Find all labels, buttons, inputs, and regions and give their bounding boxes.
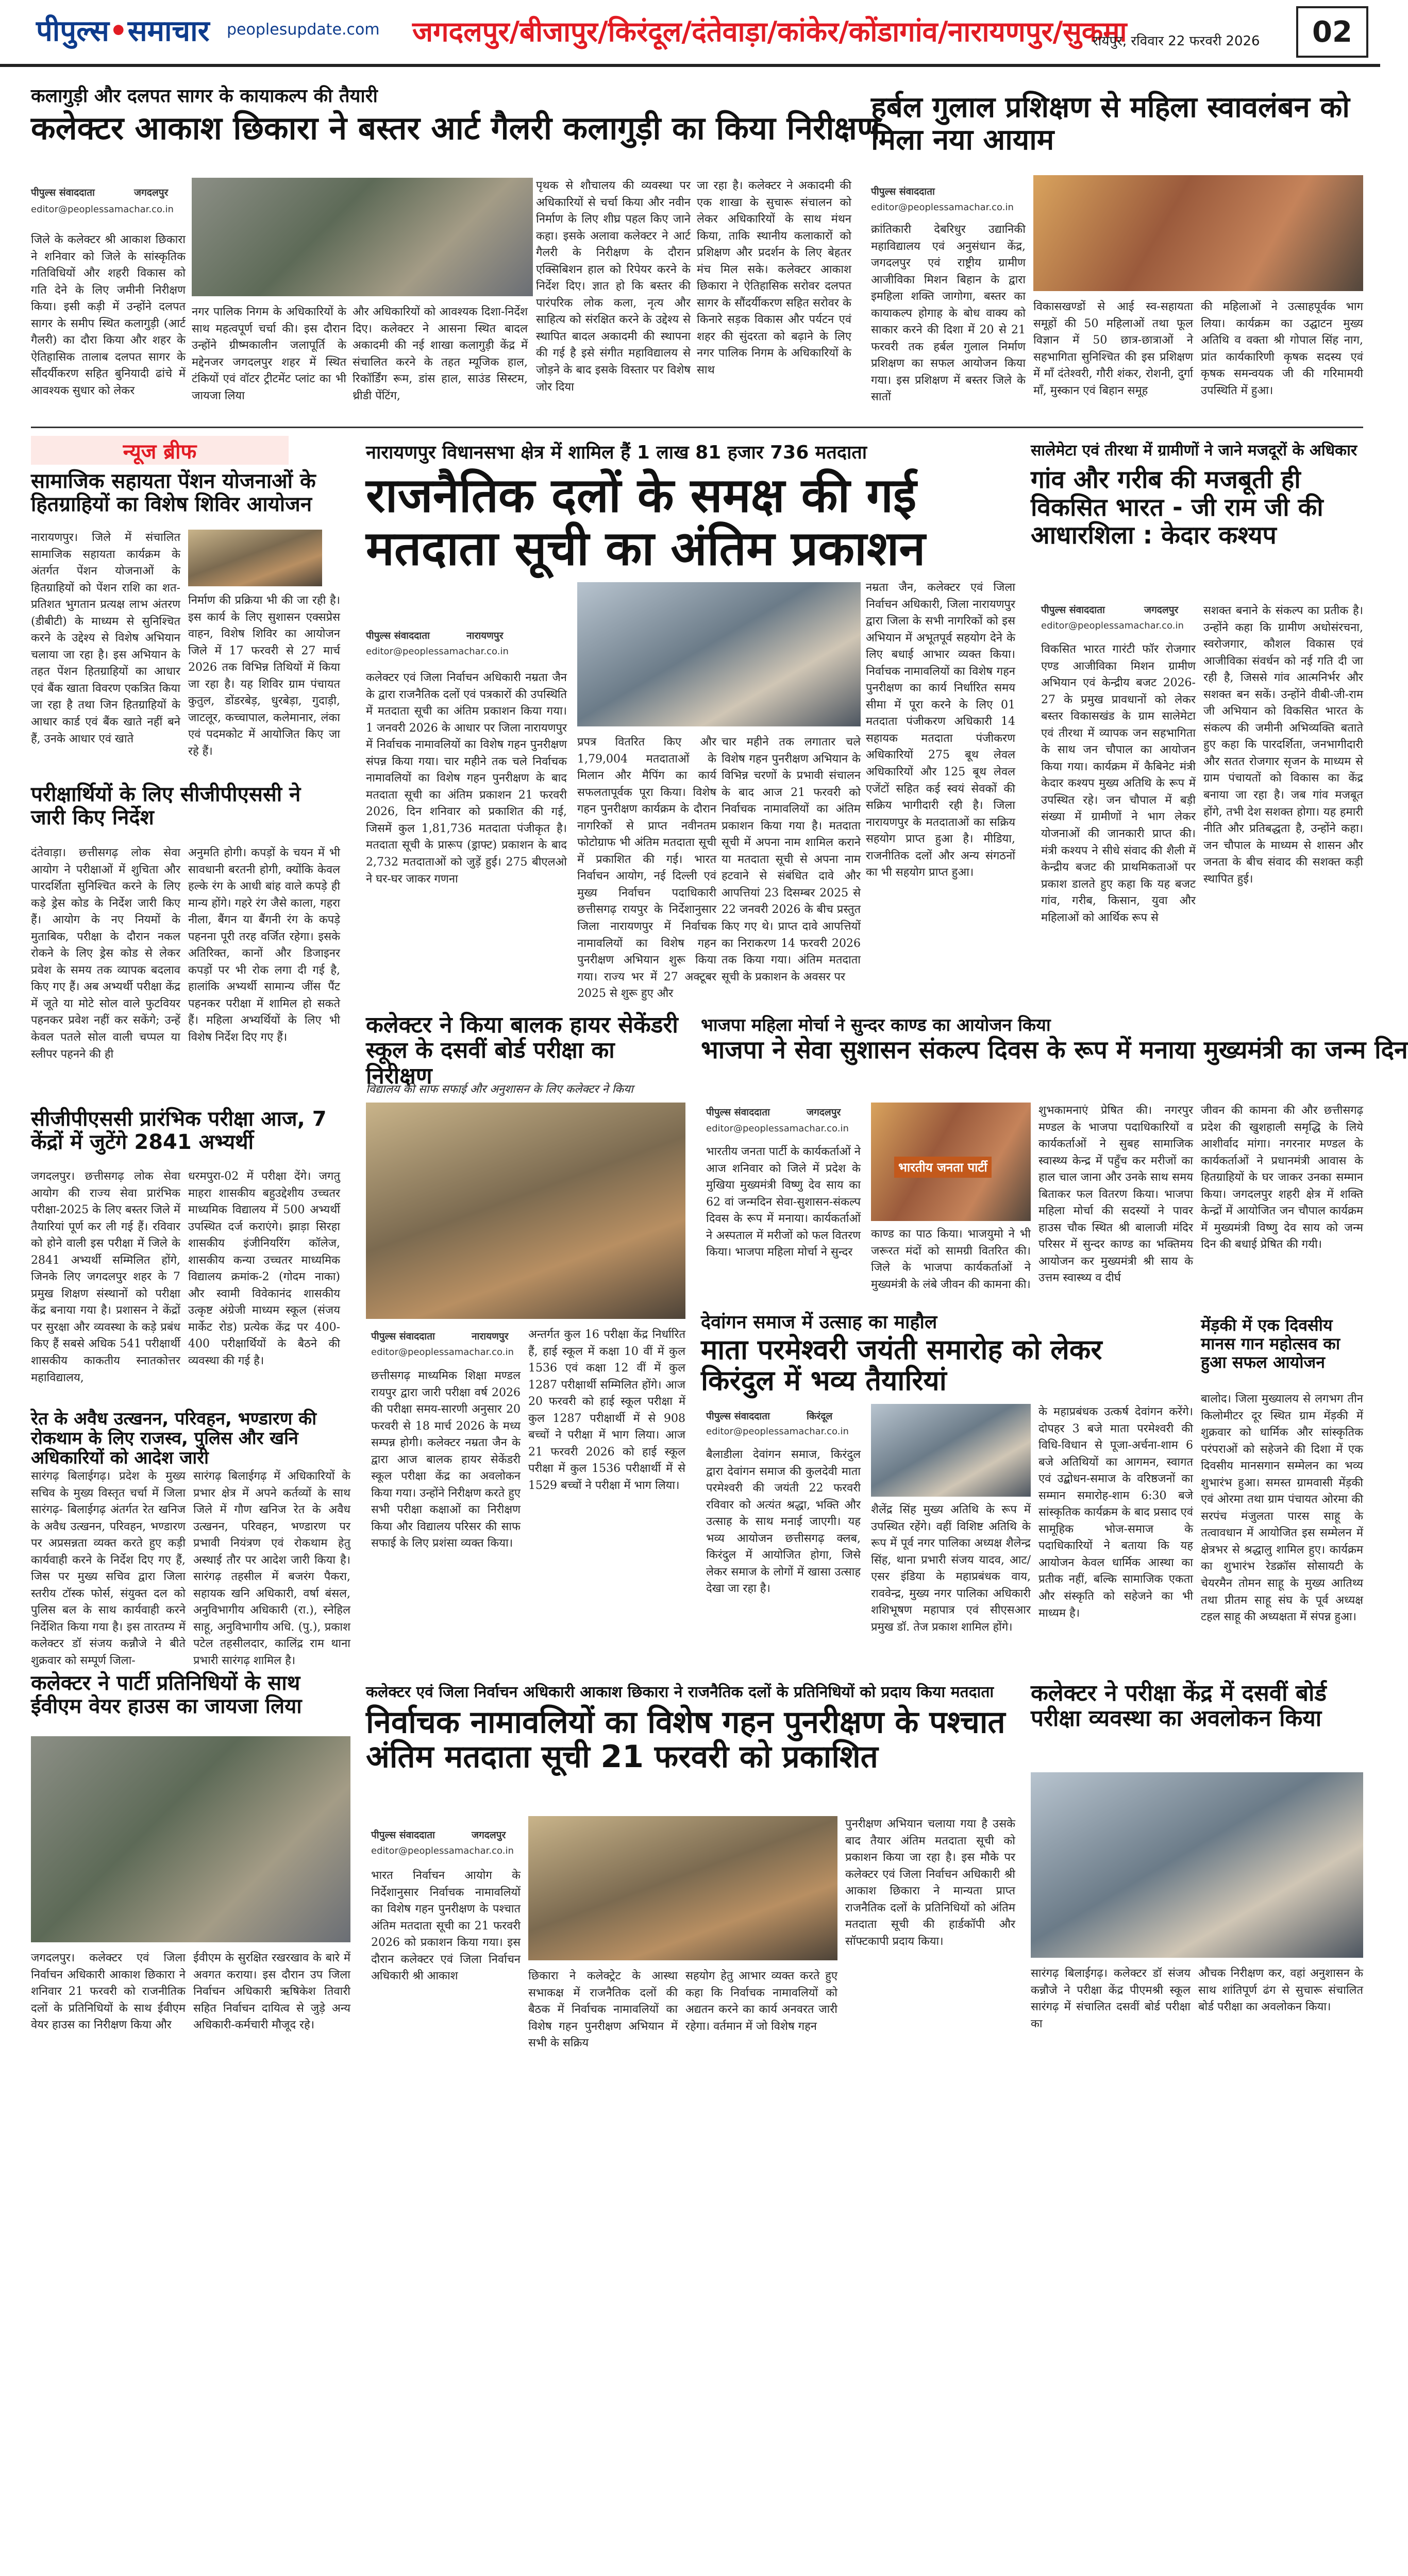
a1-kicker: कलागुड़ी और दलपत सागर के कायाकल्प की तैयारी [31,86,378,107]
bjp-event-photo [871,1103,1031,1221]
district-list: जगदलपुर/बीजापुर/किरंदूल/दंतेवाड़ा/कांकेर/कोंडागांव/नारायणपुर/सुकमा [412,15,1127,48]
a7-paragraph: सशक्त बनाने के संकल्प का प्रतीक है। उन्होंने कहा कि ग्रामीण अधोसंरचना, स्वरोजगार, कौशल विकास एवं आजीविका संवर्धन को नई गति दी जा रही है, जिससे गांव आत्मनिर्भर और सशक्त बन सकें। उन्होंने वीबी-जी-राम जी अभियान को विकसित भारत के संकल्प की जमीनी अभिव्यक्ति बताते हुए कहा कि पारदर्शिता, जनभागीदारी और सतत रोजगार सृजन के माध्यम से ग्राम पंचायतों को विकास का केंद्र बनाया जा रहा है। जब गांव मजबूत होंगे, तभी देश सशक्त होगा। यह हमारी नीति और प्रतिबद्धता है, उन्होंने कहा। जन चौपाल के माध्यम से शासन और जनता के बीच संवाद की सशक्त कड़ी स्थापित हुई। [1203,604,1363,886]
a15-headline[interactable]: कलेक्टर ने परीक्षा केंद्र में दसवीं बोर्ड परीक्षा व्यवस्था का अवलोकन किया [1031,1680,1327,1732]
devangan-samaj-photo [871,1404,1031,1497]
byline-desk: पीपुल्स संवाददाता [706,1411,770,1422]
a12-headline[interactable]: रेत के अवैध उत्खनन, परिवहन, भण्डारण की रोकथाम के लिए राजस्व, पुलिस और खनि अधिकारियों को आदेश जारी [31,1409,317,1469]
a12-paragraph: सारंगढ़ बिलाईगढ़। प्रदेश के मुख्य सचिव के मुख्य विस्तृत चर्चा में जिला सारंगढ़- बिलाईगढ़ अंतर्गत रेत खनिज के अवैध उत्खनन, परिवहन, भण्डारण पर अप्रसन्नता व्यक्त करते हुए कड़ी कार्यवाही करने के निर्देश दिए गए हैं, जिस पर मुख्य सचिव द्वारा जिला स्तरीय टॉस्क फोर्स, संयुक्त दल को पुलिस बल के साथ कार्यवाही करने निर्देशित किया गया है। इस तारतम्य में कलेक्टर डॉ संजय कन्नौजे ने बीते शुक्रवार को सम्पूर्ण जिला- [31,1470,186,1668]
a10-kicker: देवांगन समाज में उत्साह का माहौल [701,1312,937,1333]
byline-email[interactable]: editor@peoplessamachar.co.in [371,1347,514,1358]
a5-paragraph: धरमपुरा-02 में परीक्षा देंगे। जगतु माहरा शासकीय बहुउद्देशीय उच्चतर माध्यमिक विद्यालय में 500 अभ्यर्थी उपस्थित दर्ज कराएंगे। झाड़ा सिरहा शासकीय इंजीनियरिंग कॉलेज, शासकीय कन्या उच्चतर माध्यमिक विद्यालय क्रमांक-2 (गोदम नाका) और स्वामी विवेकानंद शासकीय उत्कृष्ट अंग्रेजी माध्यम स्कूल (संजय मार्केट रोड) प्रत्येक केंद्र पर 400-400 परीक्षार्थियों के बैठने की व्यवस्था की गई है। [188,1170,340,1368]
issue-date: रायपुर, रविवार 22 फरवरी 2026 [1093,33,1260,49]
byline-email[interactable]: editor@peoplessamachar.co.in [371,1845,514,1856]
a9-paragraph: काण्ड का पाठ किया। भाजयुमो ने भी जरूरत मंदों को सामग्री वितरित की। जिले के भाजपा कार्यकर्ताओं ने मुख्यमंत्री के लंबे जीवन की कामना की। [871,1228,1031,1291]
a3-paragraph: निर्माण की प्रक्रिया भी की जा रही है। इस कार्य के लिए सुशासन एक्सप्रेस वाहन, विशेष शिविर का आयोजन जिले में 17 फरवरी से 27 मार्च 2026 तक विभिन्न तिथियों में किया जा रहा है। यह शिविर ग्राम पंचायत कुतुल, डोंडरबेड़, धुरबेड़ा, गुदाड़ी, जाटलूर, कच्चापाल, कलेमानार, लंका एवं पदमकोट में आयोजित किए जा रहे हैं। [188,594,340,758]
a15-paragraph: सारंगढ़ बिलाईगढ़। कलेक्टर डॉ संजय कन्नौजे ने परीक्षा केंद्र पीएमश्री स्कूल सारंगढ़ में संचालित दसवीं बोर्ड परीक्षा का [1031,1967,1191,2030]
news-brief-label: न्यूज ब्रीफ [31,436,289,465]
a7-paragraph: विकसित भारत गारंटी फॉर रोजगार एण्ड आजीविका मिशन ग्रामीण अभियान एवं केन्द्रीय बजट 2026-27 के प्रमुख प्रावधानों को लेकर बस्तर विकासखंड के ग्राम सालेमेटा एवं तीरथा में व्यापक जन सहभागिता के साथ जन चौपाल का आयोजन किया गया। कार्यक्रम में कैबिनेट मंत्री केदार कश्यप मुख्य अतिथि के रूप में उपस्थित रहे। जन चौपाल में बड़ी संख्या में ग्रामीणों ने भाग लेकर योजनाओं की जानकारी प्राप्त की। मंत्री कश्यप ने सीधे संवाद की शैली में केन्द्रीय बजट की प्राथमिकताओं पर प्रकाश डालते हुए कहा कि यह बजट गांव, गरीब, किसान, युवा और महिलाओं को आर्थिक रूप से [1041,643,1196,924]
byline-desk: पीपुल्स संवाददाता [706,1107,770,1118]
a8-headline[interactable]: कलेक्टर ने किया बालक हायर सेकेंडरी स्कूल के दसवीं बोर्ड परीक्षा का निरीक्षण [366,1012,678,1089]
byline-email[interactable]: editor@peoplessamachar.co.in [706,1123,849,1134]
a6-paragraph: कलेक्टर एवं जिला निर्वाचन अधिकारी नम्रता जैन के द्वारा राजनैतिक दलों एवं पत्रकारों की उपस्थिति में मतदाता सूची का अंतिम प्रकाशन किया गया। 1 जनवरी 2026 के आधार पर जिला नारायणपुर में निर्वाचक नामावलियों का विशेष गहन पुनरीक्षण संपन्न किया गया। चार महीने तक चले निर्वाचक नामावलियों का विशेष गहन पुनरीक्षण के बाद मतदाता सूची का अंतिम प्रकाशन 21 फरवरी 2026, दिन शनिवार को प्रकाशित की गई, जिसमें कुल 1,81,736 मतदाता पंजीकृत है। मतदाता सूची के प्रारूप (ड्राफ्ट) प्रकाशन के बाद 2,732 मतदाताओं को जुड़ें हुई। 275 बीएलओ ने घर-घर जाकर गणना [366,671,567,886]
byline-city: किरंदूल [807,1411,833,1422]
board-exam-inspection-photo [1031,1772,1363,1958]
byline-city: नारायणपुर [472,1331,509,1342]
a9-headline[interactable]: भाजपा ने सेवा सुशासन संकल्प दिवस के रूप में मनाया मुख्यमंत्री का जन्म दिन [701,1036,1408,1064]
a2-paragraph: क्रांतिकारी देबरिधुर उद्यानिकी महाविद्यालय एवं अनुसंधान केंद्र, जगदलपुर एवं राष्ट्रीय ग्रामीण आजीविका मिशन बिहान के द्वारा इमहिला शक्ति जागोगा, बस्तर का कायाकल्प होगाह के बोध वाक्य को साकार करने की दिशा में 20 से 21 फरवरी तक हर्बल गुलाल निर्माण प्रशिक्षण का सफल आयोजन किया गया। इस प्रशिक्षण में बस्तर जिले के सातों [871,223,1026,404]
byline-city: नारायणपुर [466,630,504,641]
a10-paragraph: शैलेंद्र सिंह मुख्य अतिथि के रूप में उपस्थित रहेंगे। वहीं विशिष्ट अतिथि के रूप में पूर्व नगर पालिका अध्यक्ष शैलेन्द्र सिंह, थाना प्रभारी संजय यादव, आट/एसर इंडिया के महाप्रबंधक वाय, राववेन्द्र, मुख्य नगर पालिका अधिकारी शशिभूषण महापात्र एवं सीएसआर प्रमुख डॉ. तेज प्रकाश शामिल होंगे। [871,1503,1031,1634]
byline-city: जगदलपुर [134,187,169,198]
voter-list-handover-photo [528,1816,837,1960]
a15-paragraph: औचक निरीक्षण कर, वहां अनुशासन के साथ शांतिपूर्ण ढंग से सुचारू संचालित बोर्ड परीक्षा का अवलोकन किया। [1198,1967,1363,2014]
byline-email[interactable]: editor@peoplessamachar.co.in [1041,620,1184,631]
a9-paragraph: शुभकामनाएं प्रेषित की। नगरपुर मण्डल के भाजपा पदाधिकारियों व कार्यकर्ताओं ने सुबह सामाजिक स्वास्थ्य केन्द्र में पहुँच कर मरीजों का हाल चाल जाना और उनके साथ समय बिताकर फल वितरण किया। भाजपा महिला मोर्चा की सदस्यों ने पावर हाउस चौक स्थित श्री बालाजी मंदिर परिसर में सुन्दर काण्ड का भक्तिमय आयोजन कर मुख्यमंत्री श्री साय के उत्तम स्वास्थ्य व दीर्घ [1038,1104,1193,1285]
a1-paragraph: जिले के कलेक्टर श्री आकाश छिकारा ने शनिवार को जिले के सांस्कृतिक गतिविधियों और शहरी विकास को गति देने के लिए जमीनी निरीक्षण किया। इसी कड़ी में उन्होंने दलपत सागर के समीप स्थित कलागुड़ी (आर्ट गैलरी) का दौरा किया और शहर के ऐतिहासिक तालाब दलपत सागर के सौंदर्यीकरण सहित बुनियादी ढांचे में आवश्यक सुधार को लेकर [31,233,186,397]
bjp-banner-text: भारतीय जनता पार्टी [894,1157,992,1178]
a13-headline[interactable]: कलेक्टर ने पार्टी प्रतिनिधियों के साथ ईवीएम वेयर हाउस का जायजा लिया [31,1671,302,1718]
a5-paragraph: जगदलपुर। छत्तीसगढ़ लोक सेवा आयोग की राज्य सेवा प्रारंभिक परीक्षा-2025 के लिए बस्तर जिले में तैयारियां पूर्ण कर ली गई हैं। रविवार को होने वाली इस परीक्षा में जिले के 2841 अभ्यर्थी सम्मिलित होंगे, जिनके लिए जगदलपुर शहर के 7 प्रमुख शिक्षण संस्थानों को परीक्षा केंद्र बनाया गया है। प्रशासन ने केंद्रों पर सुरक्षा और व्यवस्था के कड़े प्रबंध किए हैं सबसे अधिक 541 परीक्षार्थी शासकीय काकतीय स्नातकोत्तर महाविद्यालय, [31,1170,180,1384]
a11-paragraph: बालोद। जिला मुख्यालय से लगभग तीन किलोमीटर दूर स्थित ग्राम मेंड़की में शुक्रवार को धार्मिक और सांस्कृतिक परंपराओं को सहेजने की दिशा में एक दिवसीय मानसगान सम्मेलन का भव्य शुभारंभ हुआ। समस्त ग्रामवासी मेंड़की एवं ओरमा तथा ग्राम पंचायत ओरमा की सरपंच मंजुलता पारस साहू के तत्वावधान में आयोजित इस सम्मेलन में क्षेत्रभर से श्रद्धालु शामिल हुए। कार्यक्रम का शुभारंभ रेडक्रॉस सोसायटी के चेयरमैन तोमन साहू के मुख्य आतिथ्य तथा प्रीतम साहू संघ के पूर्व अध्यक्ष टहल साहू की अध्यक्षता में संपन्न हुआ। [1201,1393,1363,1624]
a1-paragraph: नगर पालिक निगम के अधिकारियों के साथ महत्वपूर्ण चर्चा की। इस दौरान उन्होंने ग्रीष्मकालीन जलापूर्ति के मद्देनजर जगदलपुर शहर में स्थित टंकियों एवं वॉटर ट्रीटमेंट प्लांट का भी जायजा लिया [192,306,346,402]
byline-desk: पीपुल्स संवाददाता [371,1829,435,1841]
a14-paragraph: भारत निर्वाचन आयोग के निर्देशानुसार निर्वाचक नामावलियों का विशेष गहन पुनरीक्षण के पश्चात अंतिम मतदाता सूची का 21 फरवरी 2026 को प्रकाशन किया गया। इस दौरान कलेक्टर एवं जिला निर्वाचन अधिकारी श्री आकाश [371,1869,521,1983]
section-divider [31,427,1363,428]
byline-desk: पीपुल्स संवाददाता [31,187,95,198]
byline-email[interactable]: editor@peoplessamachar.co.in [706,1426,849,1437]
a2-paragraph: विकासखण्डों से आई स्व-सहायता समूहों की 50 महिलाओं तथा फूल विज्ञान में 50 छात्र-छात्राओं ने सहभागिता सुनिश्चित की इस प्रशिक्षण में माँ दंतेश्वरी, गौरी शंकर, रोशनी, दुर्गा माँ, मुस्कान एवं बिहान समूह [1033,300,1193,397]
byline-email[interactable]: editor@peoplessamachar.co.in [31,204,174,215]
a1-paragraph: जा रहा है। कलेक्टर ने अकादमी की एक शाखा के सुचारू संचालन को लेकर अधिकारियों के साथ मंथन किया, ताकि स्थानीय कलाकारों को प्रशिक्षण और प्रदर्शन के लिए बेहतर मंच मिल सके। कलेक्टर आकाश छिकारा ने ऐतिहासिक सरोवर दलपत सागर के सौंदर्यीकरण सहित सरोवर के किनारे सड़क विकास और पर्यटन एवं शहर की सुंदरता को बढ़ाने के लिए नगर पालिक निगम के अधिकारियों के साथ [697,179,851,377]
a6-headline[interactable]: राजनैतिक दलों के समक्ष की गई मतदाता सूची का अंतिम प्रकाशन [366,468,926,577]
a6-paragraph: चार महीने तक लगातार चले विशेष गहन पुनरीक्षण अभियान के विभिन्न चरणों के प्रभावी संचालन के बाद आज 21 फरवरी को निर्वाचक नामावलियों का अंतिम प्रकाशन किया गया है। मतदाता सूची में अपना नाम शामिल कराने या मतदाता सूची से अपना नाम हटवाने से संबंधित दावे और आपत्तियां 23 दिसम्बर 2025 से 22 जनवरी 2026 के बीच प्रस्तुत किए गए थे। प्राप्त दावे आपत्तियों का निराकरण 14 फरवरी 2026 तक किया गया। अंतिम मतदाता सूची के प्रकाशन के अवसर पर [722,736,861,984]
a14-kicker: कलेक्टर एवं जिला निर्वाचन अधिकारी आकाश छिकारा ने राजनैतिक दलों के प्रतिनिधियों को प्रदाय किया मतदाता [366,1683,994,1701]
byline-desk: पीपुल्स संवाददाता [871,186,935,197]
a14-paragraph: सहयोग हेतु आभार व्यक्त करते हुए कहा कि निर्वाचक नामावलियों को अद्यतन करने का कार्य अनवरत जारी रहेगा। वर्तमान में जो विशेष गहन [685,1970,837,2033]
byline-city: जगदलपुर [472,1829,506,1841]
a9-paragraph: जीवन की कामना की और छत्तीसगढ़ प्रदेश की खुशहाली समृद्धि के लिये आशीर्वाद मांगा। नगरनार मण्डल के कार्यकर्ताओं ने प्रधानमंत्री आवास के हितग्राहियों के घर जाकर उनका सम्मान किया। जगदलपुर शहरी क्षेत्र में शक्ति केन्द्रों में आयोजित जन चौपाल कार्यक्रम में मुख्यमंत्री विष्णु देव साय को जन्म दिन की बधाई प्रेषित की गयी। [1201,1104,1363,1251]
a8-paragraph: अन्तर्गत कुल 16 परीक्षा केंद्र निर्धारित हैं, हाई स्कूल में कक्षा 10 वीं में कुल 1536 एवं कक्षा 12 वीं में कुल 1287 परीक्षार्थी सम्मिलित होंगे। आज 20 फरवरी को हाई स्कूल परीक्षा में कुल 1287 परीक्षार्थी में से 908 बच्चों ने परीक्षा में भाग लिया। आज 21 फरवरी 2026 को हाई स्कूल परीक्षा में कुल 1536 परीक्षार्थी में से 1529 बच्चों ने परीक्षा में भाग लिया। [528,1328,685,1492]
a6-paragraph: नम्रता जैन, कलेक्टर एवं जिला निर्वाचन अधिकारी, जिला नारायणपुर द्वारा जिला के सभी नागरिकों को इस अभियान में अभूतपूर्व सहयोग देने के लिए बधाई आभार व्यक्त किया। निर्वाचक नामावलियों का विशेष गहन पुनरीक्षण का कार्य निर्धारित समय सीमा में पूरा करने के लिए 01 मतदाता पंजीकरण अधिकारी 14 सहायक मतदाता पंजीकरण अधिकारियों 275 बूथ लेवल अधिकारियों और 125 बूथ लेवल एजेंटों सहित कई स्वयं सेवकों की सक्रिय भागीदारी रही है। जिला नारायणपुर के मतदाताओं का सक्रिय सहयोग प्राप्त हुआ है। मीडिया, राजनीतिक दलों और अन्य संगठनों का भी सहयोग प्राप्त हुआ। [866,581,1015,879]
a4-paragraph: दंतेवाड़ा। छत्तीसगढ़ लोक सेवा आयोग ने परीक्षाओं में शुचिता और पारदर्शिता सुनिश्चित करने के लिए कड़े ड्रेस कोड के निर्देश जारी किए हैं। आयोग के नए नियमों के मुताबिक, परीक्षा के दौरान नकल रोकने के लिए ड्रेस कोड से लेकर प्रवेश के समय तक व्यापक बदलाव किए गए हैं। अब अभ्यर्थी परीक्षा केंद्र में जूते या मोटे सोल वाले फुटवियर पहनकर प्रवेश नहीं कर सकेंगे; उन्हें केवल पतले सोल वाली चप्पल या स्लीपर पहनने की ही [31,846,180,1061]
a11-headline[interactable]: मेंड़की में एक दिवसीय मानस गान महोत्सव का हुआ सफल आयोजन [1201,1315,1340,1372]
pension-camp-photo [188,530,322,586]
website-link[interactable]: peoplesupdate.com [227,21,380,39]
a6-kicker: नारायणपुर विधानसभा क्षेत्र में शामिल हैं 1 लाख 81 हजार 736 मतदाता [366,442,867,463]
a7-kicker: सालेमेटा एवं तीरथा में ग्रामीणों ने जाने मजदूरों के अधिकार [1031,442,1357,460]
a1-paragraph: पृथक से शौचालय की व्यवस्था पर अधिकारियों से चर्चा किया और नवीन निर्माण के लिए शीघ्र पहल किए जाने कहा। इसके अलावा कलेक्टर ने आर्ट गैलरी के निरीक्षण के दौरान एक्सिबिशन हाल को रिपेयर करने के निर्देश दिए। ज्ञात हो कि बस्तर की पारंपरिक लोक कला, नृत्य और साहित्य को संरक्षित करने के उद्देश्य से स्थापित बादल अकादमी की स्थापना की गई है इसे संगीत महाविद्यालय से जोड़ने के बाद इसके विस्तार पर विशेष जोर दिया [536,179,691,394]
a6-paragraph: प्रपत्र वितरित किए और 1,79,004 मतदाताओं के मिलान और मैपिंग का कार्य सफलतापूर्वक पूरा किया। विशेष गहन पुनरीक्षण कार्यक्रम के दौरान नागरिकों से प्राप्त नवीनतम फोटोग्राफ भी अंतिम मतदाता सूची में प्रकाशित की गई। भारत निर्वाचन आयोग, नई दिल्ली एवं मुख्य निर्वाचन पदाधिकारी छत्तीसगढ़ रायपुर के निर्देशानुसार जिला नारायणपुर में निर्वाचक नामावलियों का विशेष गहन पुनरीक्षण अभियान शुरू किया गया। राज्य भर में 27 अक्टूबर 2025 से शुरू हुए और [577,736,716,1001]
a14-paragraph: पुनरीक्षण अभियान चलाया गया है उसके बाद तैयार अंतिम मतदाता सूची को प्रकाशन किया जा रहा है। इस मौके पर कलेक्टर एवं जिला निर्वाचन अधिकारी श्री आकाश छिकारा ने मान्यता प्राप्त राजनैतिक दलों के प्रतिनिधियों को अंतिम मतदाता सूची की हार्डकॉपी और सॉफ्टकापी प्रदाय किया। [845,1818,1015,1948]
exam-hall-photo [366,1103,685,1319]
a14-paragraph: छिकारा ने कलेक्ट्रेट के आस्था सभाकक्ष में राजनैतिक दलों की बैठक में निर्वाचक नामावलियों का विशेष गहन पुनरीक्षण अभियान में सभी के सक्रिय [528,1970,678,2050]
a10-headline[interactable]: माता परमेश्वरी जयंती समारोह को लेकर किरंदुल में भव्य तैयारियां [701,1333,1102,1397]
herbal-gulal-training-photo [1033,175,1363,291]
byline-desk: पीपुल्स संवाददाता [366,630,430,641]
a4-paragraph: अनुमति होगी। कपड़ों के चयन में भी सावधानी बरतनी होगी, क्योंकि केवल हल्के रंग के आधी बांह वाले कपड़े ही मान्य होंगे। गहरे रंग जैसे काला, गहरा नीला, बैंगन या बैंगनी रंग के कपड़े पहनना पूरी तरह वर्जित रहेगा। इसके अतिरिक्त, कानों और डिजाइनर कपड़ों पर भी रोक लगा दी गई है, हालांकि अभ्यर्थी सामान्य जींस पैंट पहनकर परीक्षा में शामिल हो सकते हैं। महिला अभ्यर्थियों के लिए भी विशेष निर्देश दिए गए हैं। [188,846,340,1044]
a12-paragraph: सारंगढ़ बिलाईगढ़ में अधिकारियों के प्रभार क्षेत्र में अपने कर्तव्यों के साथ जिले में गौण खनिज रेत के अवैध उत्खनन, परिवहन, भण्डारण पर प्रभावी नियंत्रण एवं रोकथाम हेतु अस्थाई तौर पर आदेश जारी किया है। सारंगढ़ तहसील में बजरंग पैकरा, सहायक खनि अधिकारी, वर्षा बंसल, अनुविभागीय अधिकारी (रा.), स्नेहिल साहू, अनुविभागीय अधि. (पु.), प्रकाश पटेल तहसीलदार, कालिंद्र राम थाना प्रभारी सारंगढ़ शामिल है। [193,1470,350,1668]
a7-headline[interactable]: गांव और गरीब की मजबूती ही विकसित भारत - जी राम जी की आधारशिला : केदार कश्यप [1031,465,1323,550]
a3-paragraph: नारायणपुर। जिले में संचालित सामाजिक सहायता कार्यक्रम के अंतर्गत पेंशन योजनाओं के हितग्राहियों को पेंशन राशि का शत-प्रतिशत भुगतान प्रत्यक्ष लाभ अंतरण (डीबीटी) के माध्यम से सुनिश्चित करने के उद्देश्य से विशेष अभियान चलाया जा रहा है। इस अभियान के तहत पेंशन हितग्राहियों का आधार एवं बैंक खाता विवरण एकत्रित किया जा रहा है तथा जिन हितग्राहियों के आधार कार्ड एवं बैंक खाते नहीं बने हैं, उनके आधार एवं खाते [31,531,180,745]
a9-paragraph: भारतीय जनता पार्टी के कार्यकर्ताओं ने आज शनिवार को जिले में प्रदेश के मुखिया मुख्यमंत्री विष्णु देव साय का 62 वां जन्मदिन सेवा-सुशासन-संकल्प दिवस के रूप में मनाया। कार्यकर्ताओं ने अस्पताल में मरीजों को फल वितरण किया। भाजपा महिला मोर्चा ने सुन्दर [706,1145,861,1259]
a3-headline[interactable]: सामाजिक सहायता पेंशन योजनाओं के हितग्राहियों का विशेष शिविर आयोजन [31,469,316,516]
a8-paragraph: छत्तीसगढ़ माध्यमिक शिक्षा मण्डल रायपुर द्वारा जारी परीक्षा वर्ष 2026 की परीक्षा समय-सारणी अनुसार 20 फरवरी से 18 मार्च 2026 के मध्य सम्पन्न होगी। कलेक्टर नम्रता जैन के द्वारा आज बालक हायर सेकेंडरी स्कूल परीक्षा केंद्र का अवलोकन किया गया। उन्होंने निरीक्षण करते हुए सभी परीक्षा कक्षाओं का निरीक्षण किया और विद्यालय परिसर की साफ सफाई के लिए प्रशंसा व्यक्त किया। [371,1369,521,1550]
byline-desk: पीपुल्स संवाददाता [1041,604,1105,616]
evm-warehouse-photo [31,1736,350,1942]
newspaper-logo[interactable]: पीपुल्स•समाचार [36,14,210,48]
a10-paragraph: के महाप्रबंधक उत्कर्ष देवांगन करेंगे। दोपहर 3 बजे माता परमेश्वरी की विधि-विधान से पूजा-अर्चना-शाम 6 बजे अतिथियों का आगमन, स्वागत एवं उद्बोधन-समाज के वरिष्ठजनों का सम्मान समारोह-शाम 6:30 बजे सांस्कृतिक कार्यक्रम के बाद प्रसाद एवं सामूहिक भोज-समाज के पदाधिकारियों ने बताया कि यह आयोजन केवल धार्मिक आस्था का प्रतीक नहीं, बल्कि सामाजिक एकता और संस्कृति को सहेजने का भी माध्यम है। [1038,1405,1193,1620]
a13-paragraph: जगदलपुर। कलेक्टर एवं जिला निर्वाचन अधिकारी आकाश छिकारा ने शनिवार 21 फरवरी को राजनीतिक दलों के प्रतिनिधियों के साथ ईवीएम वेयर हाउस का निरीक्षण किया और [31,1952,186,2032]
a2-paragraph: की महिलाओं ने उत्साहपूर्वक भाग लिया। कार्यक्रम का उद्घाटन मुख्य अतिथि व वक्ता श्री गोपाल सिंह नाग, प्रांत कार्यकारिणी कृषक सदस्य एवं कृषक समन्वयक जी की गरिमामयी उपस्थिति में हुआ। [1201,300,1363,397]
kalaguri-inspection-photo [192,178,533,296]
a1-paragraph: और अधिकारियों को आवश्यक दिशा-निर्देश दिए। कलेक्टर ने आसना स्थित बादल अकादमी की नई शाखा कलागुड़ी केंद्र में संचालित करने के तहत म्यूजिक हाल, रिकॉर्डिंग रूम, डांस हाल, साउंड सिस्टम, थ्रीडी पेंटिंग, [353,306,528,402]
a9-kicker: भाजपा महिला मोर्चा ने सुन्दर काण्ड का आयोजन किया [701,1015,1051,1036]
byline-email[interactable]: editor@peoplessamachar.co.in [871,202,1014,213]
a1-headline[interactable]: कलेक्टर आकाश छिकारा ने बस्तर आर्ट गैलरी कलागुड़ी का किया निरीक्षण [31,109,880,147]
a2-headline[interactable]: हर्बल गुलाल प्रशिक्षण से महिला स्वावलंबन को मिला नया आयाम [871,91,1350,157]
electoral-roll-meeting-photo [577,582,861,726]
masthead [0,0,1380,67]
byline-email[interactable]: editor@peoplessamachar.co.in [366,646,509,657]
byline-desk: पीपुल्स संवाददाता [371,1331,435,1342]
page-number: 02 [1296,6,1368,58]
byline-city: जगदलपुर [807,1107,841,1118]
print-color-bar [0,2087,1380,2109]
a5-headline[interactable]: सीजीपीएससी प्रारंभिक परीक्षा आज, 7 केंद्रों में जुटेंगे 2841 अभ्यर्थी [31,1107,327,1154]
a13-paragraph: ईवीएम के सुरक्षित रखरखाव के बारे में अवगत कराया। इस दौरान उप जिला निर्वाचन अधिकारी ऋषिकेश तिवारी सहित निर्वाचन दायित्व से जुड़े अन्य अधिकारी-कर्मचारी मौजूद रहे। [193,1952,350,2032]
a4-headline[interactable]: परीक्षार्थियों के लिए सीजीपीएससी ने जारी किए निर्देश [31,783,301,829]
byline-city: जगदलपुर [1144,604,1179,616]
a8-deck: विद्यालय की साफ सफाई और अनुशासन के लिए कलेक्टर ने किया [366,1083,633,1096]
a10-paragraph: बैलाडीला देवांगन समाज, किरंदुल द्वारा देवांगन समाज की कुलदेवी माता परमेश्वरी की जयंती 22 फरवरी रविवार को अत्यंत श्रद्धा, भक्ति और उत्साह के साथ मनाई जाएगी। यह भव्य आयोजन छत्तीसगढ़ क्लब, किरंदुल में आयोजित होगा, जिसे लेकर समाज के लोगों में खासा उत्साह देखा जा रहा है। [706,1448,861,1596]
a14-headline[interactable]: निर्वाचक नामावलियों का विशेष गहन पुनरीक्षण के पश्चात अंतिम मतदाता सूची 21 फरवरी को प्रकाशित [366,1704,1005,1775]
